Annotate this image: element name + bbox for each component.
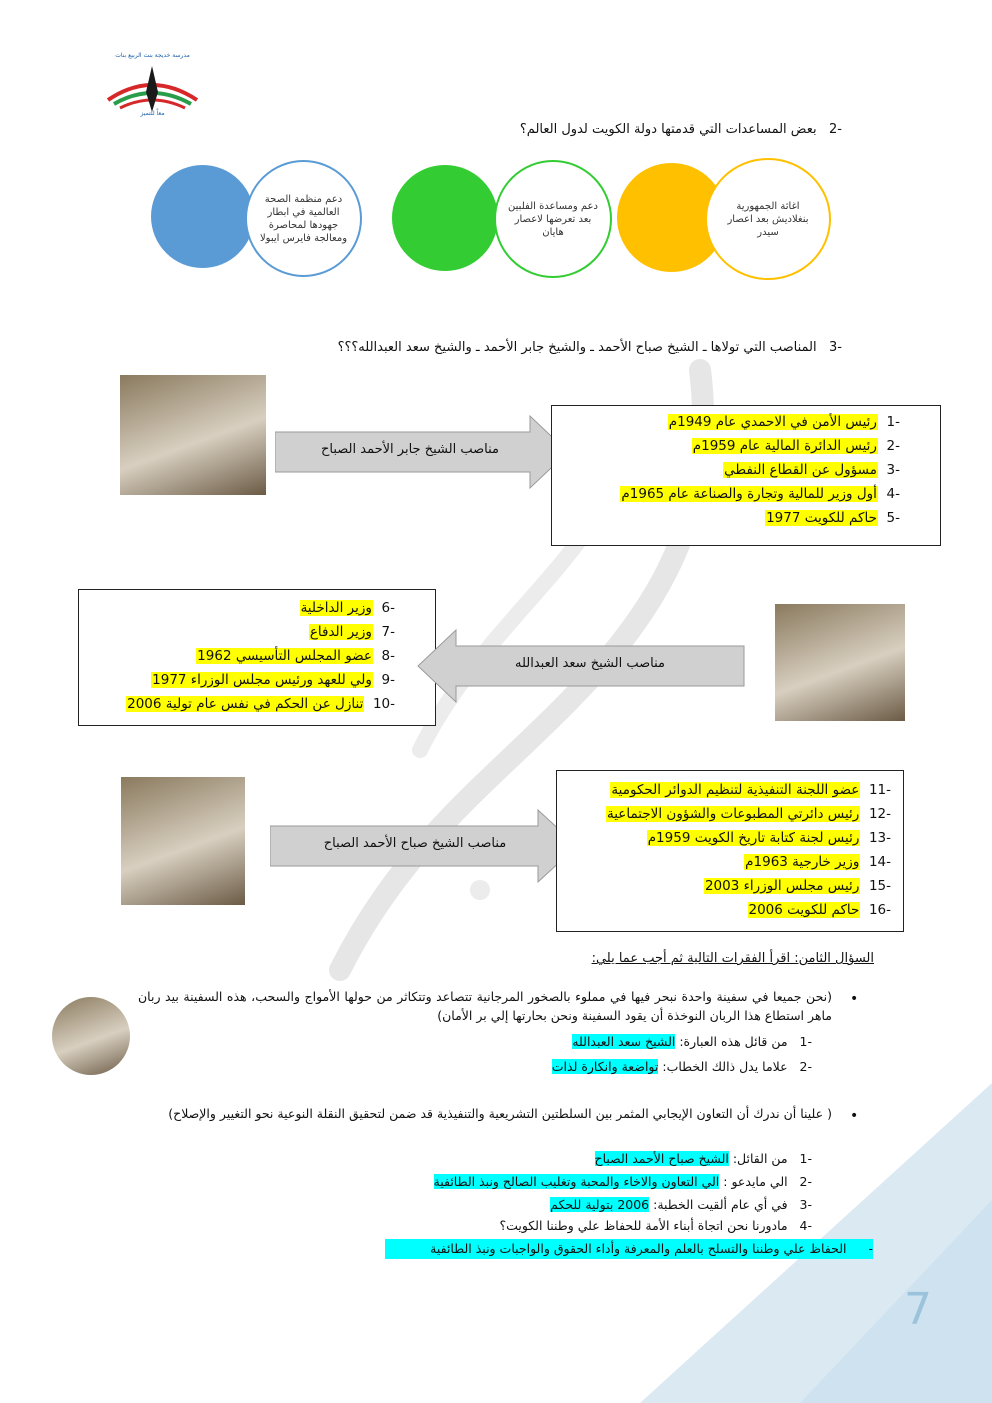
bubble-3-text: دعم منظمة الصحة العالمية في ابطار جهودها لمحاصرة ومعالجة فايرس ايبولا xyxy=(259,193,348,244)
p1-answer-1: الشيخ سعد العبدالله xyxy=(572,1034,676,1049)
list-item: -6 وزير الداخلية xyxy=(300,600,395,616)
question-3-number: -3 xyxy=(829,340,842,355)
list-item: -7 وزير الدفاع xyxy=(309,624,395,640)
bubble-3 xyxy=(245,160,362,277)
bubble-2-text: دعم ومساعدة الفلبين بعد تعرضها لاعصار هايان xyxy=(508,200,598,238)
p1-sub-2: -2 علاما يدل ذالك الخطاب: تواضعة وانكارة لذات xyxy=(551,1059,812,1074)
arrow-jaber-label: مناصب الشيخ جابر الأحمد الصباح xyxy=(321,442,499,457)
photo-sheikh-saad xyxy=(775,604,905,721)
question-2 xyxy=(520,122,842,137)
list-item: -14 وزير خارجية 1963م xyxy=(745,854,891,870)
school-logo xyxy=(100,52,205,127)
jaber-positions-list xyxy=(552,406,940,530)
saad-positions-box xyxy=(78,589,436,726)
list-item: -3 مسؤول عن القطاع النفطي xyxy=(724,462,900,478)
p2-sub-2: -2 الي مايدعو : الي التعاون والاخاء والمحبة وتغليب الصالح ونبذ الطائفية xyxy=(433,1174,812,1189)
question-3-text: المناصب التي تولاها ـ الشيخ صباح الأحمد ـ والشيخ جابر الأحمد ـ والشيخ سعد العبدالله؟؟؟ xyxy=(337,340,817,355)
question-8-title: السؤال الثامن: اقرأ الفقرات التالية ثم أجب عما يلي: xyxy=(591,951,874,966)
list-item: -11 عضو اللجنة التنفيذية لتنظيم الدوائر الحكومية xyxy=(611,782,891,798)
logo-emblem xyxy=(100,52,205,112)
sabah-positions-box xyxy=(556,770,904,932)
bubble-dot-blue xyxy=(151,165,254,268)
p2-final-answer-dash: - xyxy=(868,1241,873,1256)
bubble-1 xyxy=(705,158,831,280)
list-item: -10 تنازل عن الحكم في نفس عام تولية 2006 xyxy=(127,696,395,712)
photo-sheikh-sabah xyxy=(121,777,245,905)
list-item: -2 رئيس الدائرة المالية عام 1959م xyxy=(692,438,900,454)
bubble-1-text: اغاثة الجمهورية بنغلاديش بعد اعصار سيدر xyxy=(727,200,809,238)
bullet-2: • xyxy=(850,1108,859,1124)
p2-answer-2: الي التعاون والاخاء والمحبة وتغليب الصالح ونبذ الطائفية xyxy=(433,1174,720,1189)
logo-arc-text: مدرسة خديجة بنت الربيع بنات xyxy=(115,52,190,59)
list-item: -9 ولي للعهد ورئيس مجلس الوزراء 1977 xyxy=(152,672,395,688)
paragraph-1: (نحن جميعا في سفينة واحدة نبحر فيها في مملوء بالصخور المرجانية تتصاعد وتتكاثر من حولها الأمواج والسحب، هذه السفينة بيد ربان ماهر استطاع هذا الربان النوخذة أن يقود السفينة ونحن بحارتها إلي بر الأمان) xyxy=(138,989,832,1023)
p2-final-answer-text: الحفاظ علي وطننا والتسلح بالعلم والمعرفة وأداء الحقوق والواجبات ونبذ الطائفية xyxy=(430,1241,847,1256)
saad-positions-list xyxy=(79,590,435,716)
question-2-number: -2 xyxy=(829,122,842,137)
paragraph-2: ( علينا أن ندرك أن التعاون الإيجابي المثمر بين السلطتين التشريعية والتنفيذية قد ضمن لتحقيق النقلة النوعية نحو التغيير والإصلاح) xyxy=(168,1106,832,1121)
p2-answer-3: 2006 بتولية للحكم xyxy=(550,1197,650,1212)
list-item: -13 رئيس لجنة كتابة تاريخ الكويت 1959م xyxy=(647,830,891,846)
list-item: -15 رئيس مجلس الوزراء 2003 xyxy=(704,878,891,894)
p1-sub-1: -1 من قائل هذه العبارة: الشيخ سعد العبدالله xyxy=(572,1034,812,1049)
p1-answer-2: تواضعة وانكارة لذات xyxy=(551,1059,659,1074)
bubble-2 xyxy=(494,160,612,278)
sabah-positions-list xyxy=(557,771,903,922)
list-item: -5 حاكم للكويت 1977 xyxy=(766,510,900,526)
list-item: -8 عضو المجلس التأسيسي 1962 xyxy=(197,648,395,664)
p2-answer-1: الشيخ صباح الأحمد الصباح xyxy=(594,1151,729,1166)
photo-sheikh-saad-small xyxy=(52,997,130,1075)
list-item: -1 رئيس الأمن في الاحمدي عام 1949م xyxy=(668,414,900,430)
logo-tagline: معاً للتميز xyxy=(140,110,165,117)
p2-sub-3: -3 في أي عام ألقيت الخطبة: 2006 بتولية للحكم xyxy=(550,1197,812,1212)
p2-final-answer xyxy=(385,1239,873,1259)
photo-sheikh-jaber xyxy=(120,375,266,495)
question-3 xyxy=(338,340,842,355)
arrow-saad-label: مناصب الشيخ سعد العبدالله xyxy=(515,656,665,671)
bubble-dot-green xyxy=(392,165,498,271)
p2-sub-1: -1 من القائل: الشيخ صباح الأحمد الصباح xyxy=(594,1151,812,1166)
list-item: -4 أول وزير للمالية وتجارة والصناعة عام 1965م xyxy=(621,486,900,502)
list-item: -16 حاكم للكويت 2006 xyxy=(748,902,891,918)
page-number: 7 xyxy=(904,1284,932,1335)
jaber-positions-box xyxy=(551,405,941,546)
question-2-text: بعض المساعدات التي قدمتها دولة الكويت لدول العالم؟ xyxy=(519,122,817,137)
bullet-1: • xyxy=(850,991,859,1007)
arrow-sabah-label: مناصب الشيخ صباح الأحمد الصباح xyxy=(323,836,507,851)
list-item: -12 رئيس دائرتي المطبوعات والشؤون الاجتماعية xyxy=(606,806,891,822)
p2-sub-4: -4 مادورنا نحن اتجاة أبناء الأمة للحفاظ علي وطننا الكويت؟ xyxy=(499,1218,812,1233)
